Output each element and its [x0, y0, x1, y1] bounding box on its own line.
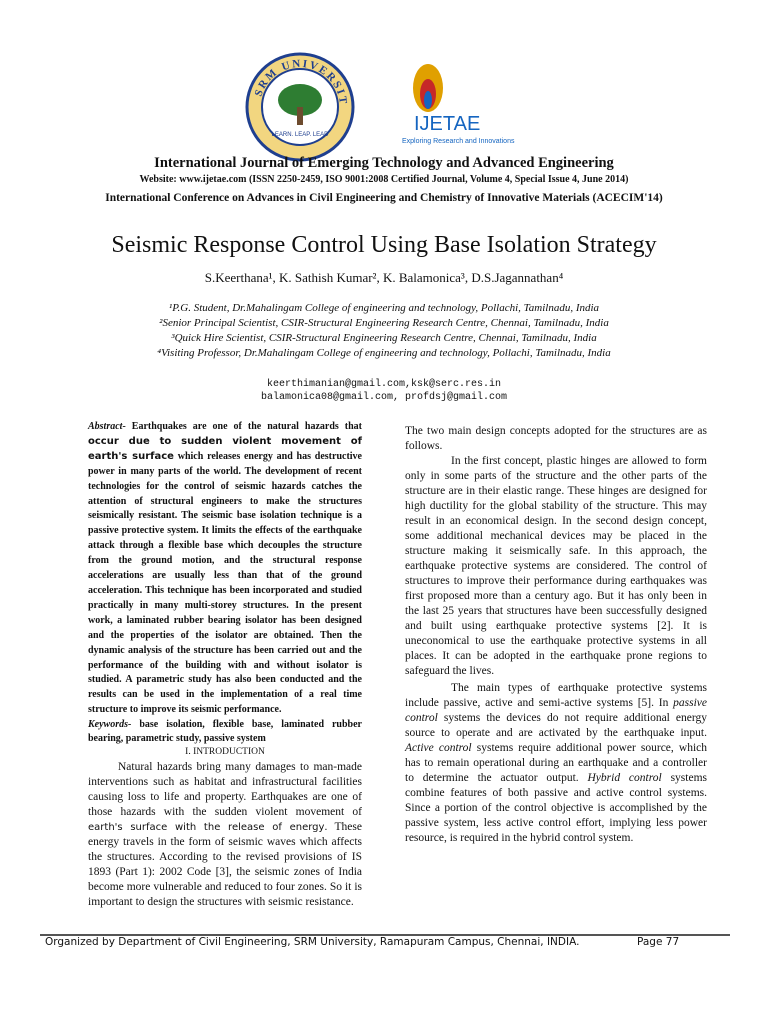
abstract — [88, 420, 362, 718]
emails — [0, 378, 768, 404]
ijetae-logo — [400, 60, 550, 150]
conference-title: International Conference on Advances in Civil Engineering and Chemistry of Innovative Materials (ACECIM'14) — [105, 192, 663, 204]
page-number: Page 77 — [637, 936, 680, 948]
email-line-2: balamonica08@gmail.com, profdsj@gmail.com — [260, 392, 508, 403]
intro-text-a: Natural hazards bring many damages to man-made interventions such as habitat and infrastructural facilities causing loss to life and property. Earthquakes are one of those hazards with the sudden violent movement of — [88, 760, 362, 818]
journal-title: International Journal of Emerging Technology and Advanced Engineering — [154, 155, 614, 171]
p3-text-c: systems require additional power source, which has to remain operational during an earthquake and a controller to determine the actuator output. — [405, 742, 707, 784]
p3-text-d: systems combine features of both passive and active control systems. Since a portion of the control objective is accomplished by the passive system, less active control effort, implying less power resource, is required in the hybrid control system. — [405, 772, 707, 844]
authors: S.Keerthana¹, K. Sathish Kumar², K. Balamonica³, D.S.Jagannathan⁴ — [204, 270, 564, 285]
section-heading-introduction: I. INTRODUCTION — [185, 747, 265, 758]
intro-text-c: . These energy travels in the form of seismic waves which affects the structures. According to the revised provisions of IS 1893 (Part 1): 2002 Code [3], the seismic zones of India become more vulnerable and reduced to four zones. So it is important to design the structures with seismic resistance. — [88, 820, 362, 908]
footer-text: Organized by Department of Civil Engineering, SRM University, Ramapuram Campus, Chennai, INDIA. — [45, 936, 580, 948]
p3-hybrid-control: Hybrid control — [587, 772, 662, 784]
left-column — [88, 420, 362, 910]
srm-university-logo — [245, 52, 355, 162]
abstract-text-a: Earthquakes are one of the natural hazards that — [125, 421, 362, 432]
abstract-text-b: occur due to sudden violent movement of earth's surface — [88, 435, 362, 462]
intro-paragraph — [88, 760, 362, 910]
journal-website: Website: www.ijetae.com (ISSN 2250-2459, ISO 9001:2008 Certified Journal, Volume 4, Special Issue 4, June 2014) — [139, 174, 629, 185]
affiliation-2: ²Senior Principal Scientist, CSIR-Structural Engineering Research Centre, Chennai, Tamilnadu, India — [159, 317, 609, 329]
email-line-1: keerthimanian@gmail.com,ksk@serc.res.in — [266, 379, 502, 390]
p3-active-control: Active control — [405, 742, 472, 754]
ijetae-logo-name: IJETAE — [414, 113, 481, 135]
keywords-label: Keywords- — [88, 719, 132, 731]
intro-text-b: earth's surface with the release of energy — [88, 821, 325, 833]
abstract-label: Abstract- — [88, 421, 126, 432]
p3-passive-control: passive control — [405, 697, 707, 724]
right-column — [405, 424, 707, 846]
affiliation-1: ¹P.G. Student, Dr.Mahalingam College of engineering and technology, Pollachi, Tamilnadu, India — [168, 302, 600, 314]
ijetae-tagline: Exploring Research and Innovations — [402, 138, 515, 145]
abstract-text-c: which releases energy and has destructive power in many parts of the world. The development of recent technologies for the control of seismic hazards catches the attention of structural engineers to make the structures seismically resistant. The seismic base isolation technique is a passive protective system. It limits the effects of the earthquake attack through a flexible base which decouples the structure from the ground motion, and the structural response accelerations are usually less than that of the ground acceleration. This technique has been incorporated and studied practically in many multi-storey structures. In the present work, a laminated rubber bearing isolator has been designed and the properties of the isolator are obtained. Then the dynamic analysis of the structure has been carried out and the performance of the building with and without isolator is studied. A parametric study has also been conducted and the results can be used in the implementation of a real time structure to improve its seismic performance. — [88, 450, 362, 716]
p3-text-b: systems the devices do not require additional energy source to operate and are activated by the earthquake input. — [405, 712, 707, 739]
paper-title: Seismic Response Control Using Base Isolation Strategy — [111, 232, 657, 258]
right-paragraph-1: The two main design concepts adopted for the structures are as follows. — [405, 425, 707, 452]
affiliation-4: ⁴Visiting Professor, Dr.Mahalingam College of engineering and technology, Pollachi, Tamilnadu, India — [157, 347, 611, 359]
keywords — [88, 718, 362, 746]
right-paragraph-2: In the first concept, plastic hinges are allowed to form only in some parts of the structure and the other parts of the structure are in their elastic range. These hinges are designed for high ductility for the global stability of the structure. This may result in an economical design. In the second design concept, some additional mechanical devices may be placed in the structure making it seismically safe. In this approach, the earthquake protective systems are considered. The control of structures to improve their performance during earthquakes was first proposed more than a century ago. But it has only been in the last 25 years that structures have been successfully designed and built using earthquake protective systems [2]. It is uneconomical to use the earthquake protective systems in all places. It can be adopted in the earthquake prone regions to safeguard the lives. — [405, 455, 707, 677]
srm-motto: LEARN. LEAP. LEAD — [271, 132, 329, 138]
srm-logo-text: SRM UNIVERSIT — [252, 57, 350, 107]
p3-text-a: The main types of earthquake protective systems include passive, active and semi-active systems [5]. In — [405, 682, 707, 709]
right-paragraph-3 — [405, 681, 707, 846]
affiliation-3: ³Quick Hire Scientist, CSIR-Structural Engineering Research Centre, Chennai, Tamilnadu, India — [171, 332, 597, 344]
keywords-text: base isolation, flexible base, laminated rubber bearing, parametric study, passive system — [88, 719, 362, 745]
